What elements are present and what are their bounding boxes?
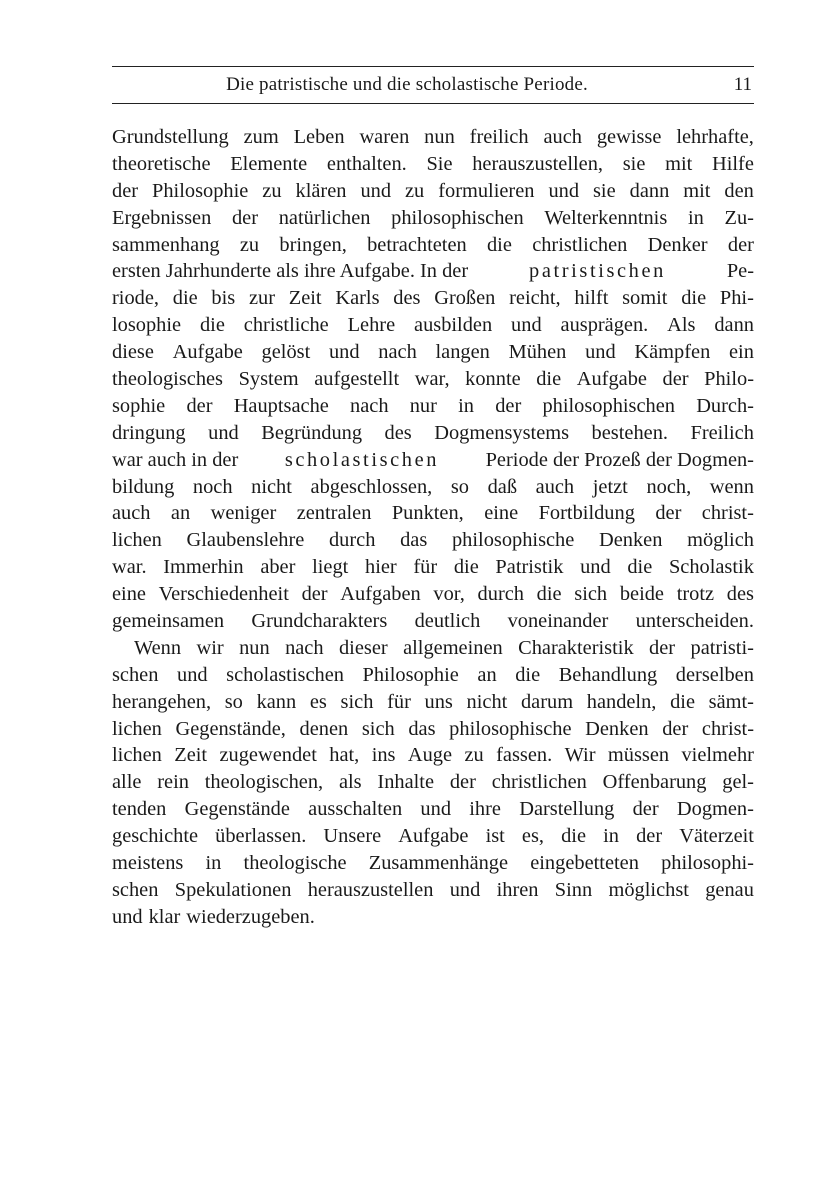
word: liegt [312,556,349,579]
word: der [301,583,328,606]
word: christ- [701,502,754,525]
word: Punkten, [391,502,464,525]
word: überlassen. [215,825,307,848]
word: Scholastik [668,556,754,579]
word: voneinander [507,610,609,633]
word: Väterzeit [679,825,754,848]
line-segment: ersten Jahrhunderte als ihre Aufgabe. In der [112,260,469,283]
word: nur [409,394,437,417]
word: genau [705,878,754,901]
word: auch [535,475,575,498]
text-line [112,554,754,581]
word: an [477,663,497,686]
word: noch, [646,475,692,498]
text-line [112,500,754,527]
text-line [112,527,754,554]
word: Inhalte [377,771,435,794]
word: der [186,394,213,417]
word: nach [285,636,324,659]
word: Als [667,314,696,337]
word: fassen. [496,744,553,767]
word: dieser [338,636,388,659]
word: lichen [112,717,162,740]
word: Philo- [704,368,754,391]
word: dringung [112,421,186,444]
word: Aufgabe [576,368,647,391]
text-line [112,662,754,689]
word: Wir [564,744,596,767]
running-title: Die patristische und die scholastische Periode. [226,74,588,95]
word: Durch- [696,394,754,417]
word: Großen [434,287,496,310]
word: Darstellung [519,798,615,821]
word: und [328,341,360,364]
text-line [112,635,754,662]
text-line [112,339,754,366]
word: herangehen, [112,690,212,713]
word: aufgestellt [314,368,400,391]
word: zu [405,179,425,202]
word: nicht [251,475,292,498]
word: Sinn [554,878,593,901]
word: sich [340,690,374,713]
word: Denken [585,717,649,740]
word: die [515,663,541,686]
word: Gegenstände, [175,717,286,740]
word: lichen [112,744,162,767]
word: sämt- [708,690,754,713]
emphasized-term: patristischen [529,260,666,283]
word: Dogmen- [676,798,754,821]
text-line [112,742,754,769]
word: klar [148,905,181,928]
word: patristi- [690,636,754,659]
word: gewisse [596,126,662,148]
word: Unsere [323,825,382,848]
word: theologische [243,852,347,875]
word: so [450,475,469,498]
word: möglich [687,529,754,552]
word: theologischen, [204,771,324,794]
word: hat, [329,744,360,767]
word: herauszustellen [307,878,434,901]
word: sie [593,179,616,202]
word: sich [574,583,608,606]
text-line [112,850,754,877]
word: zugewendet [219,744,317,767]
word: die [536,368,562,391]
word: durch [328,529,376,552]
word: Auge [407,744,453,767]
word: Sie [426,152,453,175]
word: zum [243,126,279,148]
word: ausprägen. [560,314,649,337]
word: aber [260,556,296,579]
word: reicht, [509,287,561,310]
word: schen [112,663,159,686]
word: Aufgabe [398,825,469,848]
word: freilich [469,126,529,148]
text-line [112,178,754,205]
word: theologisches [112,368,223,391]
word: somit [622,287,668,310]
text-line [112,205,754,232]
word: abgeschlossen, [310,475,433,498]
text-line [112,474,754,501]
word: der [112,179,139,202]
word: herauszustellen, [472,152,604,175]
word: und [112,905,143,928]
word: philosophischen [391,206,524,229]
word: sammenhang [112,233,220,256]
word: ist [485,825,505,848]
word: philosophische [449,717,572,740]
word: und [585,341,616,364]
word: riode, [112,287,159,310]
body-text [112,124,754,931]
word: zu [262,179,282,202]
word: vor, [433,583,465,606]
word: darum [520,690,574,713]
line-segment: Periode der Prozeß der Dogmen- [485,448,754,471]
word: nun [424,126,455,148]
word: theoretische [112,152,211,175]
text-line [112,796,754,823]
word: Mühen [508,341,567,364]
word: die [681,287,707,310]
text-line [112,258,754,285]
word: gel- [722,771,754,794]
word: für [413,556,438,579]
word: ausschalten [308,798,403,821]
word: tenden [112,798,167,821]
word: wir [196,636,224,659]
word: war. [112,556,147,579]
word: bestehen. [591,421,668,444]
text-line [112,823,754,850]
word: in [603,825,619,848]
word: klären [295,179,347,202]
word: Patristik [495,556,564,579]
word: waren [359,126,410,148]
word: natürlichen [278,206,371,229]
word: denen [299,717,349,740]
word: der [632,798,659,821]
text-line [112,877,754,904]
word: noch [192,475,233,498]
word: Aufgaben [340,583,421,606]
word: wenn [709,475,754,498]
word: die [172,287,198,310]
word: Hilfe [712,152,754,175]
word: auch [543,126,582,148]
word: der [655,502,682,525]
word: und [360,179,392,202]
word: das [408,717,436,740]
word: ihre [469,798,501,821]
word: in [458,394,474,417]
word: eine [112,583,146,606]
word: Denken [599,529,663,552]
word: hilft [574,287,609,310]
word: daß [487,475,518,498]
word: der [636,825,663,848]
word: und [177,663,208,686]
word: Hauptsache [233,394,329,417]
word: Leben [293,126,345,148]
word: deutlich [414,610,481,633]
line-segment: war auch in der [112,448,239,471]
word: Grundstellung [112,126,229,148]
word: der [662,717,689,740]
word: langen [435,341,490,364]
word: des [726,583,754,606]
word: auch [112,502,151,525]
text-line [112,151,754,178]
word: rein [157,771,189,794]
word: Kämpfen [634,341,711,364]
word: die [561,825,587,848]
word: die [486,233,512,256]
word: die [670,690,695,713]
word: hier [365,556,397,579]
emphasized-term: scholastischen [284,448,440,471]
word: und [511,314,542,337]
word: jetzt [592,475,628,498]
word: Dogmensystems [434,421,570,444]
word: lichen [112,529,162,552]
word: derselben [675,663,754,686]
word: eingebetteten [530,852,639,875]
word: und [449,878,481,901]
word: des [393,287,421,310]
word: Phi- [719,287,754,310]
word: vielmehr [681,744,754,767]
word: Spekulationen [174,878,292,901]
word: das [400,529,428,552]
word: zu [239,233,260,256]
word: dann [629,179,670,202]
word: Lehre [347,314,396,337]
text-line [112,769,754,796]
word: gelöst [261,341,311,364]
word: Welterkenntnis [544,206,668,229]
word: ein [729,341,754,364]
word: Zu- [724,206,754,229]
word: christlichen [532,233,628,256]
word: den [724,179,754,202]
word: sophie [112,394,166,417]
word: gemeinsamen [112,610,225,633]
word: als [338,771,362,794]
text-line [112,608,754,635]
word: Zeit [174,744,208,767]
text-line [112,420,754,447]
word: Gegenstände [184,798,290,821]
word: sie [622,152,646,175]
paragraph-1 [112,124,754,635]
word: nach [378,341,417,364]
word: Denker [647,233,708,256]
word: philosophi- [661,852,754,875]
word: dann [714,314,754,337]
word: die [536,583,562,606]
word: der [727,233,754,256]
word: die [199,314,225,337]
word: philosophischen [542,394,675,417]
word: Aufgabe [172,341,243,364]
word: eine [484,502,519,525]
word: alle [112,771,142,794]
word: Begründung [261,421,363,444]
text-line [112,232,754,259]
word: Freilich [690,421,754,444]
word: es, [521,825,545,848]
word: Ergebnissen [112,206,212,229]
word: geschichte [112,825,199,848]
word: bildung [112,475,175,498]
word: schen [112,878,159,901]
word: Philosophie [152,179,249,202]
word: formulieren [438,179,535,202]
word: der [495,394,522,417]
word: es [309,690,327,713]
word: nicht [466,690,508,713]
word: nun [239,636,270,659]
word: zur [248,287,276,310]
word: System [238,368,299,391]
word: in [687,206,704,229]
text-line [112,581,754,608]
word: die [627,556,653,579]
text-line [112,124,754,151]
word: ins [371,744,396,767]
word: der [649,636,676,659]
text-line [112,447,754,474]
word: Charakteristik [518,636,634,659]
page-number: 11 [733,74,752,95]
word: Immerhin [163,556,244,579]
word: allgemeinen [403,636,503,659]
word: Glaubenslehre [186,529,305,552]
word: Offenbarung [602,771,707,794]
word: Grundcharakters [251,610,388,633]
word: Philosophie [362,663,459,686]
word: Zusammenhänge [368,852,509,875]
word: müssen [607,744,670,767]
word: Karls [335,287,380,310]
word: mit [683,179,711,202]
word: so [224,690,243,713]
word: möglichst [608,878,689,901]
word: ausbilden [414,314,493,337]
word: bis [211,287,236,310]
word: scholastischen [226,663,344,686]
word: des [384,421,412,444]
word: zu [464,744,484,767]
word: christlichen [491,771,587,794]
word: bringen, [279,233,347,256]
word: christliche [243,314,329,337]
word: in [205,852,222,875]
running-header [112,66,754,104]
word: ihren [496,878,539,901]
word: und [548,179,580,202]
word: nach [350,394,389,417]
word: lehrhafte, [676,126,754,148]
word: Wenn [134,636,182,659]
word: meistens [112,852,184,875]
word: zentralen [296,502,372,525]
word: und [208,421,239,444]
word: mit [665,152,693,175]
word: diese [112,341,154,364]
word: und [420,798,452,821]
line-segment: Pe- [726,260,754,283]
word: betrachteten [367,233,467,256]
word: philosophische [451,529,575,552]
word: sich [361,717,395,740]
word: beide [619,583,664,606]
text-line [112,366,754,393]
word: Behandlung [558,663,658,686]
word: weniger [210,502,277,525]
word: handeln, [586,690,657,713]
word: christ- [701,717,754,740]
word: uns [424,690,453,713]
word: kann [256,690,297,713]
text-line [112,285,754,312]
word: der [231,206,259,229]
word: die [453,556,479,579]
word: wiederzugeben. [186,905,315,928]
word: enthalten. [326,152,407,175]
word: und [580,556,611,579]
word: unterscheiden. [635,610,754,633]
word: Fortbildung [538,502,635,525]
word: war, [414,368,450,391]
word: Zeit [288,287,322,310]
word: konnte [465,368,521,391]
word: der [449,771,476,794]
text-line [112,689,754,716]
word: an [170,502,191,525]
text-line [112,716,754,743]
text-line [112,312,754,339]
word: für [387,690,411,713]
word: der [662,368,689,391]
text-line [112,904,754,931]
word: Elemente [230,152,308,175]
word: trotz [676,583,715,606]
text-line [112,393,754,420]
paragraph-2 [112,635,754,931]
word: durch [477,583,524,606]
word: losophie [112,314,182,337]
word: Verschiedenheit [158,583,289,606]
